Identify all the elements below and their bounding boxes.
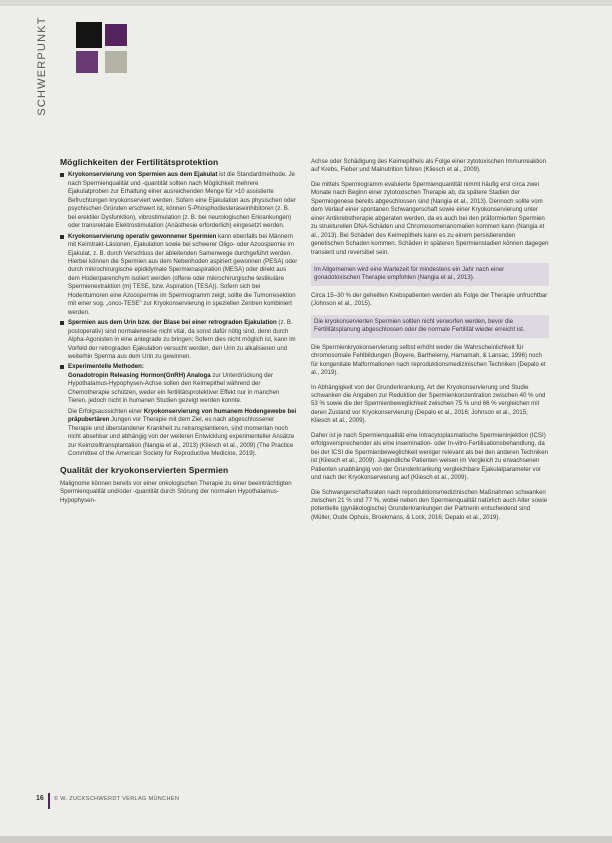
bullet-cryo-surgical bbox=[60, 233, 298, 318]
bullet-title: Spermien aus dem Urin bzw. der Blase bei einer retrograden Ejakulation bbox=[68, 319, 277, 327]
gnrh-text: zur Unterdrückung der Hypothalamus-Hypophysen-Achse sollen den Keimepithel während der Chemotherapie schützen, weder ein fertilitätsprotektiver Effekt nur in manchen Tieren, jedoch nicht in humanen Studien gezeigt werden konnte. bbox=[68, 371, 280, 405]
publisher-line: © W. ZUCKSCHWERDT VERLAG MÜNCHEN bbox=[54, 796, 180, 802]
bullet-text: kann ebenfalls bei Männern mit Keimtrakt-Läsionen, Ejakulation sowie bei schwerer Oligo- oder Azoospermie im Ejakulat, z. B. durch Verschluss der ableitenden Samenwege durchgeführt werden. Hierbei können die Spermien aus dem Nebenhoden aspiriert gewonnen (PESA) oder durch mikrochirurgische epididymale Spermienaspiration (MESA) oder direkt aus dem Hodenparenchym isoliert werden (offene oder mikrochirurgische testikuläre Spermienextraktion (m) TESE, bzw. Aspiration (TESA)). Sofern sich bei Hodentumoren eine Azoospermie im Spermiogramm zeigt, sollte die Tumorresektion mit einer sog. „onco-TESE" zur Kryokonservierung in speziellen Zentren kombiniert werden. bbox=[68, 232, 298, 316]
highlight-waiting-time: Im Allgemeinen wird eine Wartezeit für mindestens ein Jahr nach einer gonadotoxischen Therapie empfohlen (Nangia et al., 2013). bbox=[311, 263, 549, 286]
paragraph-malignoma: Malignome können bereits vor einer onkologischen Therapie zu einer beeinträchtigten Spermienqualität und/oder -quantität durch Störung der normalen Hypothalamus-Hypophysen- bbox=[60, 479, 292, 504]
bullet-title: Kryokonservierung von Spermien aus dem Ejakulat bbox=[68, 171, 218, 179]
page-footer bbox=[36, 795, 336, 809]
bullet-cryo-ejaculate bbox=[60, 171, 298, 230]
page-number: 16 bbox=[36, 795, 44, 802]
section-logo bbox=[76, 22, 132, 78]
gnrh-title: Gonadotropin Releasing Hormon(GnRH) Analoga bbox=[68, 371, 211, 379]
paragraph-prefix: Die Erfolgsaussichten einer bbox=[68, 407, 144, 415]
left-column bbox=[60, 158, 298, 511]
paragraph-bold: Kryokonservierung von humanem Hodengewebe bei präpubertären bbox=[68, 407, 297, 424]
bullet-text: ist die Standardmethode. Je nach Spermienqualität und -quantität sollten nach Möglichkeit mehrere Ejakulatproben zur Erhaltung einer ausreichenden Menge für >10 assistierte Befruchtungen kryokonserviert werden. Sofern eine Ejakulation aus physischen oder psychischen Gründen erschwert ist, können 5-Phosphodiesteraseinhibitoren (z. B. bei erektiler Dysfunktion), vibrostimulation (z. B. bei neurologischen Erkrankungen) oder transrektale Elektrostimulation (Anästhesie erforderlich) eingesetzt werden. bbox=[68, 171, 296, 230]
paragraph-malformations: Die Spermienkryokonservierung selbst erhöht weder die Wahrscheinlichkeit für chromosomale Fehlbildungen (Boyere, Barthelemy, Hamamah, & Lansac, 1996) noch für kongenitale Malformationen nach reproduktionsmedizinischen Techniken (Depalo et al., 2019). bbox=[311, 343, 546, 377]
paragraph-text: Jungen vor Therapie mit dem Ziel, es nach abgeschlossener Therapie und überstandener Krankheit zu retransplantieren, sind momentan noch nicht absehbar und abhängig von der weiteren Entwicklung experimenteller Ansätze zur Keimzelltransplantation (Nangia et al., 2013) (Kliesch et al., 2009) (The Practice Committee of the American Society for Reproductive Medicine, 2019). bbox=[68, 416, 295, 457]
section-tab bbox=[30, 12, 74, 130]
paragraph-spermiogram: Die mittels Spermiogramm evaluierte Spermienquantität nimmt häufig erst circa zwei Monate nach Beginn einer zytotoxischen Therapie ab, da spätere Stadien der Spermiogenese bereits abgeschlossen sind (Nangia et al., 2013). Dennoch sollte vom dem Verlauf einer spontanen Schwangerschaft sowie einer Kryokonservierung unter einer Antikrebstherapie abgeraten werden, da es auch bei den präformierten Spermien zu strukturellen DNA-Schäden und Chromosomenanomalien kommen kann (Nangia et al., 2013). Bei Schäden des Keimepithels kann es zu einem persistierenden genetischen Schaden kommen. Schäden in späteren Spermienstadien können dagegen transient und reversibel sein. bbox=[311, 180, 549, 256]
logo-square-grey bbox=[105, 51, 127, 73]
scan-edge-bottom bbox=[0, 836, 612, 843]
heading-sperm-quality: Qualität der kryokonservierten Spermien bbox=[60, 465, 229, 476]
bullet-urine-sperm bbox=[60, 319, 298, 361]
heading-fertility-protection: Möglichkeiten der Fertilitätsprotektion bbox=[60, 157, 219, 167]
bullet-experimental bbox=[60, 363, 298, 405]
logo-square-black bbox=[76, 22, 102, 48]
bullet-title: Experimentelle Methoden: bbox=[68, 363, 144, 371]
highlight-do-not-discard: Die kryokonservierten Spermien sollten nicht verworfen werden, bevor die Fertilitätsplanung abgeschlossen oder die normale Fertilität wieder erreicht ist. bbox=[311, 315, 549, 338]
bullet-title: Kryokonservierung operativ gewonnener Spermien bbox=[68, 232, 217, 240]
logo-square-purple bbox=[105, 24, 127, 46]
paragraph-icsi: Daher ist je nach Spermienqualität eine Intracytoplasmatische Spermieninjektion (ICSI) erfolgsversprechender als eine insemination- oder In-vitro-Fertilisationsbehandlung, da bei der ICSI die Spermienbeweglichkeit weniger relevant als bei den anderen Techniken ist (Kliesch et al., 2009). Jugendliche Patienten weisen im Vergleich zu erwachsenen Patienten unabhängig von der Grunderkrankung vergleichbare Ejakulatparameter vor und nach der Kryokonservierung auf (Kliesch et al., 2009). bbox=[311, 431, 549, 482]
footer-divider bbox=[48, 793, 50, 809]
paragraph-infertility-rate: Circa 15–30 % der geheilten Krebspatienten werden als Folge der Therapie unfruchtbar (Johnson et al., 2015). bbox=[311, 291, 548, 308]
scan-edge bbox=[0, 0, 612, 6]
section-label: SCHWERPUNKT bbox=[36, 16, 48, 116]
right-column bbox=[311, 158, 549, 528]
paragraph-axis: Achse oder Schädigung des Keimepithels als Folge einer zytotoxischen Immunreaktion auf Krebs, Fieber und Malnutrition führen (Kliesch et al., 2009). bbox=[311, 158, 547, 174]
logo-square-purple-lower bbox=[76, 51, 98, 73]
paragraph-tissue-cryo bbox=[60, 408, 298, 459]
paragraph-pregnancy-rates: Die Schwangerschaftsraten nach reproduktionsmedizinischen Maßnahmen schwanken zwischen 21 % und 77 %, wobei neben den Spermienqualität natürlich auch Alter sowie potentielle (gynäkologische) Grunderkrankungen der Partnerin entscheidend sind (Müller, Oude Ophuis, Broekmans, & Lock, 2016; Depalo et al., 2019). bbox=[311, 488, 548, 521]
bullet-text: (z. B. postoperativ) sind normalerweise nicht vital, da sonst dafür nötig sind, denn durch Alpha-Agonisten in eine antegrade zu bringen; Sofern dies nicht möglich ist, kann im Vorfeld der retrograden Ejakulation versucht werden, den Urin zu alkalisieren und weiterhin Sperma aus dem Urin zu gewinnen. bbox=[68, 319, 296, 360]
paragraph-concentration: In Abhängigkeit von der Grunderkrankung, Art der Kryokonservierung und Studie schwanken die Angaben zur Reduktion der Spermienkonzentration zwischen 40 % und 53 % sowie die der Spermienbeweglichkeit zwischen 75 % und 66 % vergleichen mit deren Zustand vor Kryokonservierung (Depalo et al., 2016; Johnson et al., 2015; Kliesch et al., 2009). bbox=[311, 383, 546, 425]
